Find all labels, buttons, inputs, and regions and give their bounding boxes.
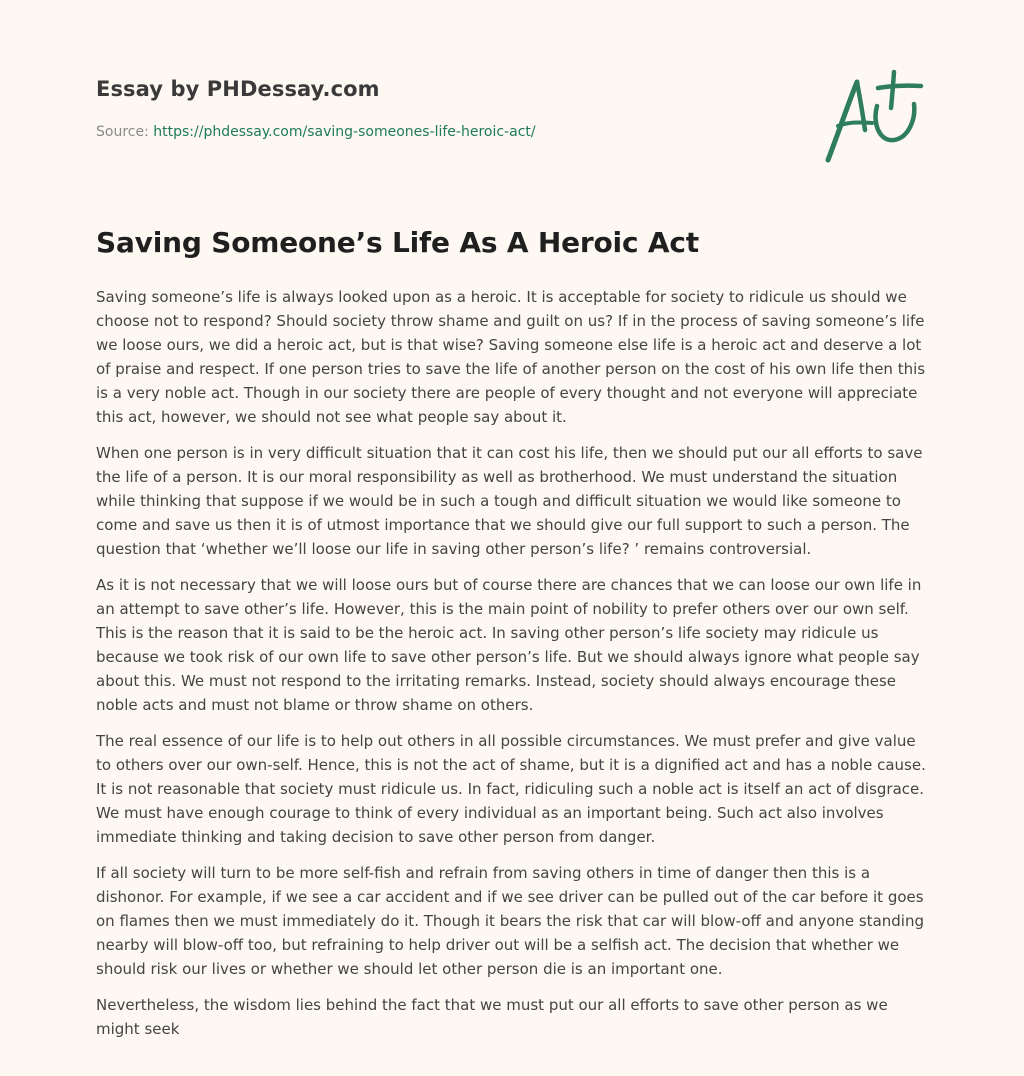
essay-paragraph: Saving someone’s life is always looked upon as a heroic. It is acceptable for society to ridicule us should we choose not to respond? Should society throw shame and guilt on us? If in the process of saving someone’s life we loose ours, we did a heroic act, but is that wise? Saving someone else life is a heroic act and deserve a lot of praise and respect. If one person tries to save the life of another person on the cost of his own life then this is a very noble act. Though in our society there are people of every thought and not everyone will appreciate this act, however, we should not see what people say about it. (96, 288, 926, 426)
a-plus-logo (824, 68, 926, 164)
site-title: Essay by PHDessay.com (96, 77, 380, 101)
essay-paragraph: If all society will turn to be more self-fish and refrain from saving others in time of danger then this is a dishonor. For example, if we see a car accident and if we see driver can be pulled out of the car before it goes on flames then we must immediately do it. Though it bears the risk that car will blow-off and anyone standing nearby will blow-off too, but refraining to help driver out will be a selfish act. The decision that whether we should risk our lives or whether we should let other person die is an important one. (96, 864, 924, 978)
source-line (96, 124, 536, 140)
essay-body (96, 285, 928, 1053)
a-plus-logo-icon (824, 68, 926, 164)
source-link[interactable]: https://phdessay.com/saving-someones-life-heroic-act/ (153, 124, 536, 140)
essay-paragraph: As it is not necessary that we will loose ours but of course there are chances that we can loose our own life in an attempt to save other’s life. However, this is the main point of nobility to prefer others over our own self. This is the reason that it is said to be the heroic act. In saving other person’s life society may ridicule us because we took risk of our own life to save other person’s life. But we should always ignore what people say about this. We must not respond to the irritating remarks. Instead, society should always encourage these noble acts and must not blame or throw shame on others. (96, 576, 922, 714)
source-label: Source: (96, 124, 149, 140)
essay-paragraph: When one person is in very difficult situation that it can cost his life, then we should put our all efforts to save the life of a person. It is our moral responsibility as well as brotherhood. We must understand the situation while thinking that suppose if we would be in such a tough and difficult situation we would like someone to come and save us then it is of utmost importance that we should give our full support to such a person. The question that ‘whether we’ll loose our life in saving other person’s life? ’ remains controversial. (96, 444, 923, 558)
essay-paragraph: Nevertheless, the wisdom lies behind the fact that we must put our all efforts to save other person as we might seek (96, 996, 888, 1038)
essay-title: Saving Someone’s Life As A Heroic Act (96, 226, 699, 259)
essay-paragraph: The real essence of our life is to help out others in all possible circumstances. We must prefer and give value to others over our own-self. Hence, this is not the act of shame, but it is a dignified act and has a noble cause. It is not reasonable that society must ridicule us. In fact, ridiculing such a noble act is itself an act of disgrace. We must have enough courage to think of every individual as an important being. Such act also involves immediate thinking and taking decision to save other person from danger. (96, 732, 926, 846)
